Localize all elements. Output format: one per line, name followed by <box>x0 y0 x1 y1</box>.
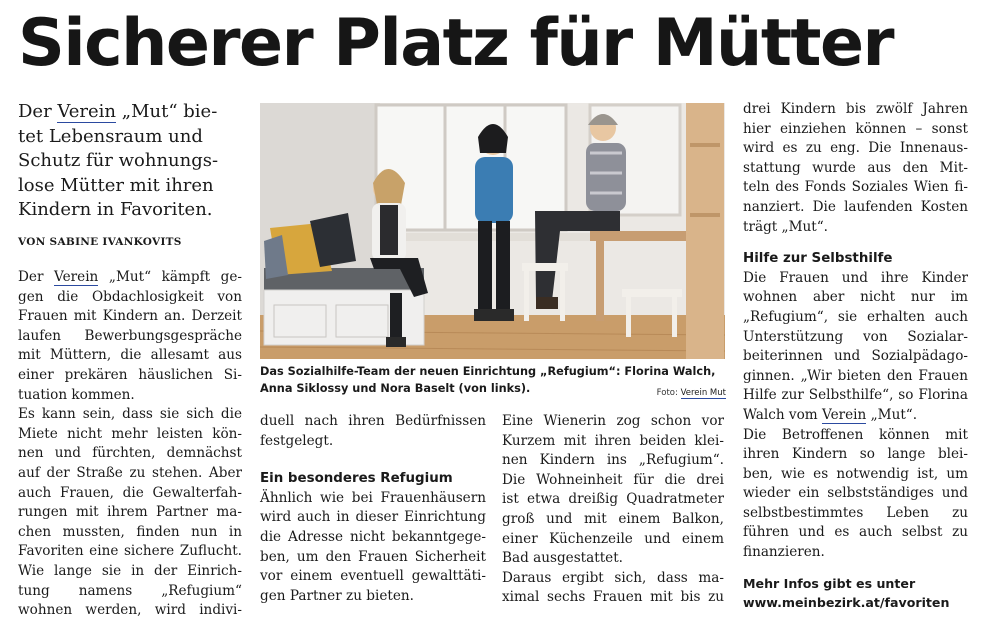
text-line: stattung wurde aus den Mit- <box>743 159 968 176</box>
text-line: die Adresse nicht bekanntgege- <box>260 528 486 545</box>
text-line: nen und fürchten, demnächst <box>18 445 242 462</box>
website-link[interactable]: www.meinbezirk.at/favoriten <box>743 595 950 610</box>
text-line: rungen mit ihrem Partner ma- <box>18 504 242 521</box>
text-line: einer prekären häuslichen Si- <box>18 366 242 383</box>
text-line: Miete nicht mehr leisten kön- <box>18 425 242 442</box>
text-line: beiterinnen und Sozialpädago- <box>743 348 968 365</box>
text-line: Die Wohneinheit für die drei <box>502 471 724 488</box>
lead-text: Der <box>18 101 58 122</box>
text-line: Hilfe zur Selbsthilfe“, so Florina <box>743 387 968 404</box>
text-line: nen Kindern ins „Refugium“. <box>502 452 724 469</box>
paragraph <box>260 489 486 607</box>
text-line: ist etwa dreißig Quadratmeter <box>502 491 724 508</box>
text-line: Es kann sein, dass sie sich die <box>18 406 242 423</box>
paragraph <box>18 268 242 405</box>
text-line: tung namens „Refugium“ <box>18 582 242 599</box>
text-line: mit Müttern, die allesamt aus <box>18 347 242 364</box>
text-line: Eine Wienerin zog schon vor <box>502 413 724 429</box>
text-line: selbstbestimmtes Leben zu <box>743 504 968 521</box>
subheading: Hilfe zur Selbsthilfe <box>743 251 893 267</box>
photo-credit: Foto: Verein Mut <box>656 388 726 398</box>
text-line: ben, um den Frauen Sicherheit <box>260 548 486 565</box>
article-photo <box>260 103 725 359</box>
text-line: teln des Fonds Soziales Wien fi- <box>743 179 968 196</box>
text-line: chen mussten, finden nun in <box>18 523 242 540</box>
text-line: groß und mit einem Balkon, <box>502 510 724 527</box>
text-line: Bad ausgestattet. <box>502 550 623 567</box>
text-line: Unterstützung von Sozialar- <box>743 328 968 345</box>
text-line: Daraus ergibt sich, dass ma- <box>502 569 724 586</box>
text-line: Kurzem mit ihren beiden klei- <box>502 432 724 449</box>
text-line: auf der Straße zu stehen. Aber <box>18 464 242 481</box>
text-line: trägt „Mut“. <box>743 218 829 235</box>
more-info-label: Mehr Infos gibt es unter <box>743 576 916 591</box>
text-line: drei Kindern bis zwölf Jahren <box>743 101 968 117</box>
more-info-box <box>743 574 993 612</box>
text-line: ben, wie es notwendig ist, um <box>743 465 968 482</box>
text-line: führen und es auch selbst zu <box>743 524 968 541</box>
text-line: wieder ein selbstständiges und <box>743 485 968 502</box>
text-line: wohnen aber nicht nur im <box>743 289 968 306</box>
text-line: Die Betroffenen können mit <box>743 426 968 443</box>
text-line: gen Partner zu bieten. <box>260 587 414 604</box>
verein-link[interactable]: Verein <box>54 269 99 285</box>
text-line: duell nach ihren Bedürfnissen <box>260 413 486 429</box>
column-4 <box>743 100 968 563</box>
text-line: ginnen. „Wir bieten den Frauen <box>743 367 968 384</box>
author-byline: VON SABINE IVANKOVITS <box>18 236 182 248</box>
text-line: auch Frauen, die Gewalterfah- <box>18 484 242 501</box>
text-line: festgelegt. <box>260 432 334 449</box>
text-line: Der Verein „Mut“ kämpft ge- <box>18 269 242 285</box>
text-line: Die Frauen und ihre Kinder <box>743 269 968 286</box>
paragraph <box>18 405 242 621</box>
caption-line: Anna Siklossy und Nora Baselt (von links). <box>260 382 531 395</box>
text-line: ihren Kindern so lange blei- <box>743 446 968 463</box>
lead-text: „Mut“ bie- <box>116 101 218 122</box>
text-line: wird auch in dieser Einrichtung <box>260 509 486 526</box>
text-line: wohnen werden, wird indivi- <box>18 602 242 619</box>
text-line: ximal sechs Frauen mit bis zu <box>502 589 724 606</box>
text-line: hier einziehen können – sonst <box>743 120 968 137</box>
text-line: wird es zu eng. Die Innenaus- <box>743 140 968 157</box>
paragraph <box>502 412 724 569</box>
lead-text: Schutz für wohnungs- <box>18 150 219 171</box>
text-line: Ähnlich wie bei Frauenhäusern <box>260 489 486 506</box>
verein-link[interactable]: Verein <box>822 406 867 423</box>
lead-text: tet Lebensraum und <box>18 125 203 147</box>
verein-link[interactable]: Verein <box>57 101 117 122</box>
text-line: einer Küchenzeile und einem <box>502 530 724 547</box>
text-line: Walch vom Verein „Mut“. <box>743 406 918 423</box>
lead-text: Kindern in Favoriten. <box>18 199 213 220</box>
lead-text: lose Mütter mit ihren <box>18 174 214 196</box>
text-line: Frauen mit Kindern an. Derzeit <box>18 308 242 325</box>
subheading: Ein besonderes Refugium <box>260 471 453 487</box>
column-2 <box>260 412 486 606</box>
paragraph <box>743 100 968 237</box>
paragraph <box>260 412 486 451</box>
article-headline: Sicherer Platz für Mütter <box>18 6 894 81</box>
column-1 <box>18 268 242 621</box>
text-line: Wie lange sie in der Einrich- <box>18 562 242 579</box>
text-line: Favoriten eine sichere Zuflucht. <box>18 543 242 560</box>
text-line: „Refugium“, sie erhalten auch <box>743 308 968 325</box>
text-line: laufen Bewerbungsgespräche <box>18 327 242 344</box>
text-line: tuation kommen. <box>18 386 135 403</box>
verein-mut-link[interactable]: Verein Mut <box>680 388 726 398</box>
text-line: finanzieren. <box>743 544 825 561</box>
paragraph <box>502 569 724 608</box>
text-line: gen die Obdachlosigkeit von <box>18 288 242 305</box>
paragraph <box>743 269 968 426</box>
text-line: nanziert. Die laufenden Kosten <box>743 198 968 215</box>
caption-line: Das Sozialhilfe-Team der neuen Einrichtung „Refugium“: Florina Walch, <box>260 365 716 378</box>
article-lead <box>18 100 248 223</box>
photo-illustration <box>260 103 725 359</box>
column-3 <box>502 412 724 608</box>
text-line: vor einem eventuell gewalttäti- <box>260 568 486 585</box>
paragraph <box>743 426 968 563</box>
